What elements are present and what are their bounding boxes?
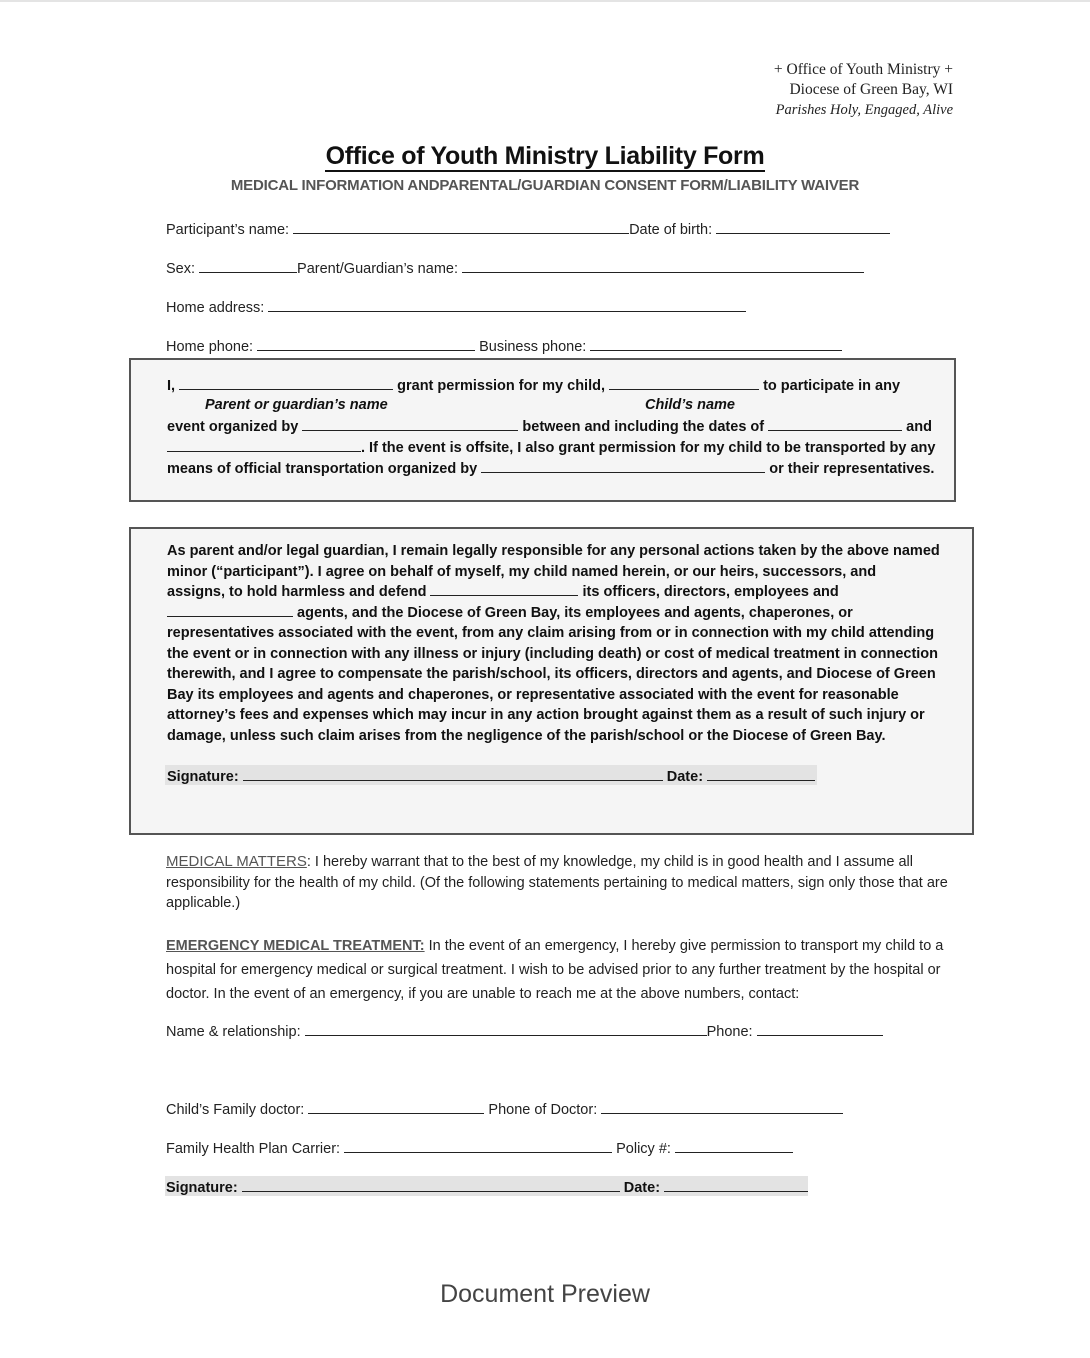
waiver-line: representatives associated with the event, from any claim arising from or in connection with my child attending [167,625,935,641]
and-text: and [906,419,932,435]
phone-row [166,337,842,355]
child-name-field[interactable] [609,376,759,390]
date-of-birth-field[interactable] [716,220,890,234]
permission-line-4 [167,438,935,456]
waiver-date-label: Date: [666,769,704,785]
parish-school-field[interactable] [430,582,578,596]
policy-field[interactable] [675,1139,793,1153]
form-title-wrap [0,142,1090,172]
home-address-label: Home address: [166,300,265,316]
medical-matters-text: I hereby warrant that to the best of my knowledge, my child is in good health and I assume all responsibility for the health of my child. (Of the following statements pertaining to medical matters, sign only those that are applicable.) [166,854,948,911]
waiver-line: minor (“participant”). I agree on behalf of myself, my child named herein, or our heirs, successors, and [167,563,877,580]
permission-line-3 [167,417,932,435]
participant-name-field[interactable] [293,220,629,234]
home-phone-field[interactable] [257,337,475,351]
business-phone-field[interactable] [590,337,842,351]
waiver-line: agents, and the Diocese of Green Bay, its employees and agents, chaperones, or [167,603,967,624]
business-phone-label: Business phone: [479,339,587,355]
form-title: Office of Youth Ministry Liability Form [325,142,765,170]
waiver-line: attorney’s fees and expenses which may incur in any action brought against them as a result of such injury or [167,707,925,723]
family-doctor-row [166,1100,843,1118]
medical-matters-colon: : [306,854,311,870]
medical-date-label: Date: [623,1180,661,1196]
form-subtitle: MEDICAL INFORMATION ANDPARENTAL/GUARDIAN CONSENT FORM/LIABILITY WAIVER [230,177,860,194]
phone-of-doctor-label: Phone of Doctor: [488,1102,598,1118]
emergency-treatment-heading: EMERGENCY MEDICAL TREATMENT: [166,938,425,954]
waiver-line: Bay its employees and agents and chaperones, or representative associated with the event for reasonable [167,686,899,703]
representatives-text: or their representatives. [769,461,935,477]
medical-matters-section [166,852,966,914]
permission-box [129,358,956,502]
emergency-treatment-text: In the event of an emergency, I hereby give permission to transport my child to a hospital for emergency medical or surgical treatment. I wish to be advised prior to any further treatment by the hospital or doctor. In the event of an emergency, if you are unable to reach me at the above numbers, contact: [166,938,944,1002]
between-dates-text: between and including the dates of [522,419,765,435]
medical-signature-row [166,1178,808,1196]
policy-label: Policy #: [616,1141,671,1157]
medical-date-field[interactable] [664,1178,808,1192]
top-border [0,0,1090,2]
waiver-line: assigns, to hold harmless and defend its officers, directors, employees and [167,584,839,600]
organizer-field[interactable] [302,417,518,431]
start-date-field[interactable] [768,417,902,431]
event-organized-by-text: event organized by [167,419,299,435]
family-doctor-field[interactable] [308,1100,484,1114]
waiver-signature-label: Signature: [167,769,239,785]
health-plan-field[interactable] [344,1139,612,1153]
waiver-line: the event or in connection with any illness or injury (including death) or cost of medical treatment in connection [167,645,939,662]
sex-parent-row [166,259,864,277]
letterhead [774,60,953,120]
waiver-signature-field[interactable] [243,767,663,781]
medical-matters-heading: MEDICAL MATTERS [166,853,307,870]
letterhead-motto: Parishes Holy, Engaged, Alive [775,102,953,118]
permission-grant-text: grant permission for my child, [397,378,605,394]
letterhead-office: + Office of Youth Ministry + [773,61,953,78]
child-name-caption: Child’s name [645,397,735,413]
permission-participate-text: to participate in any [763,378,901,394]
document-preview-caption: Document Preview [440,1280,650,1308]
waiver-signature-row [167,767,815,785]
waiver-paragraph [167,541,967,746]
sex-field[interactable] [199,259,297,273]
waiver-box [129,527,974,835]
health-plan-label: Family Health Plan Carrier: [166,1141,341,1157]
home-address-row [166,298,746,316]
phone-of-doctor-field[interactable] [601,1100,843,1114]
end-date-field[interactable] [167,438,361,452]
guardian-name-caption: Parent or guardian’s name [205,397,388,413]
waiver-line: As parent and/or legal guardian, I remain legally responsible for any personal actions taken by the above named [167,543,940,559]
date-of-birth-label: Date of birth: [629,222,713,238]
medical-signature-label: Signature: [166,1180,238,1196]
permission-i: I, [167,378,176,394]
emergency-contact-row [166,1022,883,1040]
name-relationship-field[interactable] [305,1022,707,1036]
parent-name-field[interactable] [462,259,864,273]
permission-line-5 [167,459,934,477]
home-phone-label: Home phone: [166,339,254,355]
guardian-name-field[interactable] [179,376,393,390]
transport-organizer-field[interactable] [481,459,765,473]
family-doctor-label: Child’s Family doctor: [166,1102,305,1118]
name-relationship-label: Name & relationship: [166,1024,301,1040]
letterhead-diocese: Diocese of Green Bay, WI [789,81,953,98]
participant-row [166,220,890,238]
contact-phone-label: Phone: [706,1024,753,1040]
health-plan-row [166,1139,793,1157]
waiver-date-field[interactable] [707,767,815,781]
medical-signature-field[interactable] [242,1178,620,1192]
waiver-line: therewith, and I agree to compensate the parish/school, its officers, directors and agents, and Diocese of Green [167,666,936,682]
home-address-field[interactable] [268,298,746,312]
participant-name-label: Participant’s name: [166,222,290,238]
offsite-text: . If the event is offsite, I also grant permission for my child to be transported by any [361,440,936,456]
parish-school-field-2[interactable] [167,603,293,617]
emergency-treatment-section [166,934,966,1006]
parent-name-label: Parent/Guardian’s name: [297,261,458,277]
contact-phone-field[interactable] [757,1022,883,1036]
waiver-line: damage, unless such claim arises from the negligence of the parish/school or the Diocese of Green Bay. [167,727,886,744]
permission-line-1 [167,376,900,394]
transportation-text: means of official transportation organized by [167,461,478,477]
sex-label: Sex: [166,261,196,277]
